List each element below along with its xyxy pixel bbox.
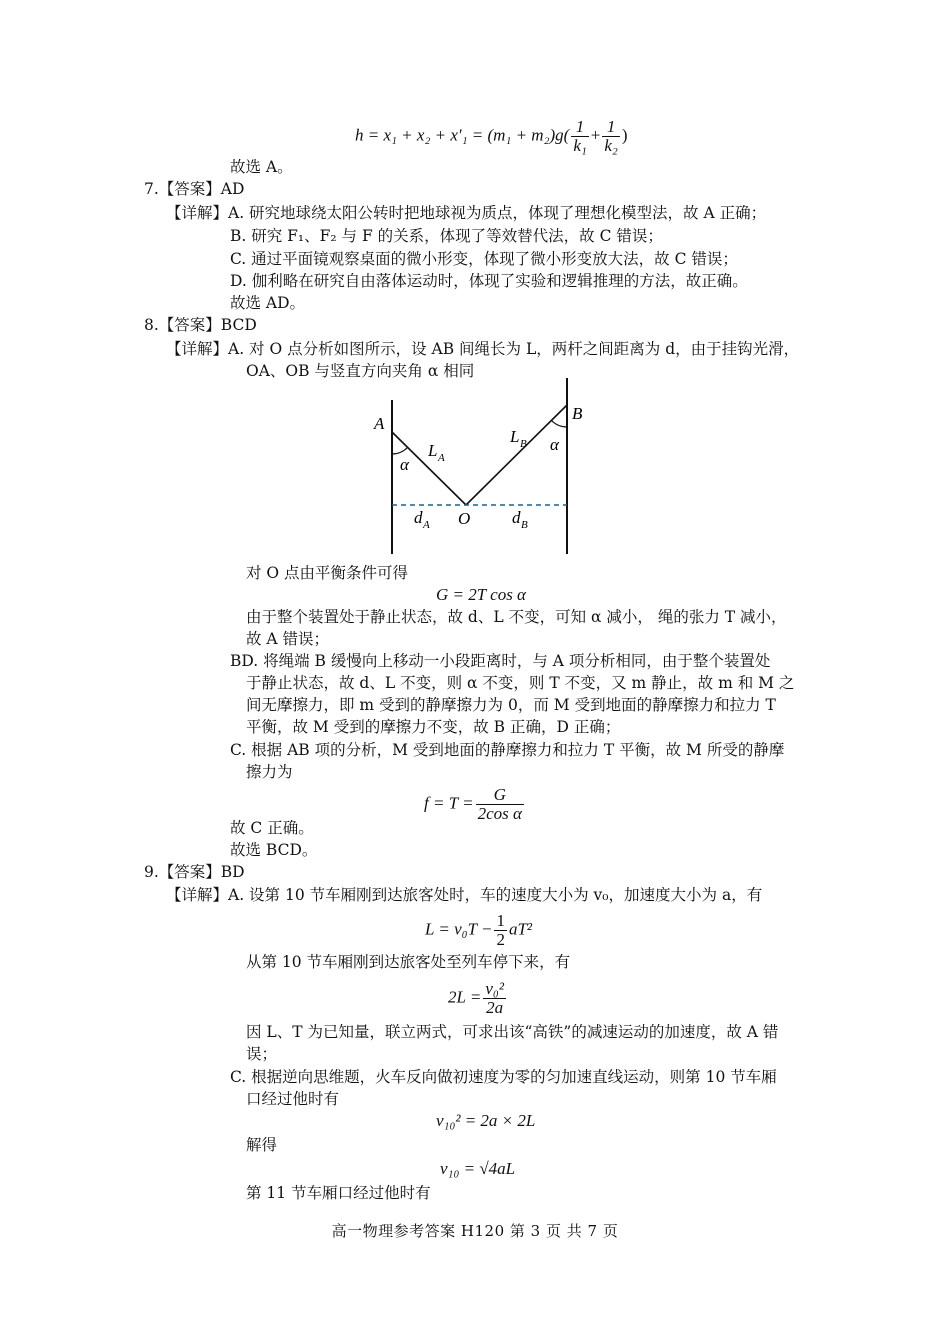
label-a: A (374, 414, 385, 433)
rope-segment-lb (466, 405, 567, 505)
q8-detail-bd4: 平衡，故 M 受到的摩擦力不变，故 B 正确，D 正确； (246, 718, 621, 736)
label-la-sub: A (438, 452, 445, 464)
q9-detail-c2: 口经过他时有 (246, 1090, 340, 1108)
q9-detail-a2: 从第 10 节车厢刚到达旅客处至列车停下来，有 (246, 953, 571, 971)
equation-2l (448, 980, 508, 1017)
label-da-sub: A (423, 519, 430, 531)
q7-answer-head: 7.【答案】AD (144, 180, 245, 198)
q9-detail-c4: 第 11 节车厢口经过他时有 (246, 1184, 431, 1202)
eq-f-num: G (476, 786, 524, 805)
q8-detail-a1: 【详解】A. 对 O 点分析如图所示，设 AB 间绳长为 L，两杆之间距离为 d，由于挂钩光滑， (166, 340, 800, 358)
eq-h-close: ) (621, 125, 628, 145)
label-la: L (428, 441, 438, 460)
q8-answer-head: 8.【答案】BCD (144, 316, 257, 334)
equation-f (424, 786, 526, 823)
eq-h-frac2 (602, 118, 619, 155)
eq-h-left: h = x₁ + x₂ + x′₁ = (m₁ + m₂)g( (355, 125, 570, 145)
equation-v10-squared: v₁₀² = 2a × 2L (436, 1111, 536, 1130)
eq-f-left: f = T = (424, 793, 474, 813)
q8-detail-c2: 擦力为 (246, 763, 293, 781)
angle-arc-right (552, 421, 568, 428)
label-lb-sub: B (520, 438, 527, 450)
q8-detail-a3: 由于整个装置处于静止状态，故 d、L 不变，可知 α 减小， 绳的张力 T 减小， (246, 608, 787, 626)
eq-l-frac (494, 912, 507, 949)
label-b: B (572, 404, 583, 423)
eq-h-frac1 (571, 118, 588, 155)
eq-h-plus: + (590, 125, 601, 145)
page-footer: 高一物理参考答案 H120 第 3 页 共 7 页 (331, 1222, 619, 1240)
q7-detail-a: 【详解】A. 研究地球绕太阳公转时把地球视为质点，体现了理想化模型法，故 A 正确； (166, 204, 767, 222)
q8-detail-bd1: BD. 将绳端 B 缓慢向上移动一小段距离时，与 A 项分析相同，由于整个装置处 (230, 652, 771, 670)
label-alpha-left: α (400, 455, 409, 474)
q8-detail-c1: C. 根据 AB 项的分析，M 受到地面的静摩擦力和拉力 T 平衡，故 M 所受的静摩 (230, 741, 785, 759)
q9-detail-a1: 【详解】A. 设第 10 节车厢刚到达旅客处时，车的速度大小为 v₀，加速度大小为 a，有 (166, 886, 763, 904)
eq-l-right: aT² (508, 919, 533, 939)
eq-h-frac2-den: k₂ (604, 136, 618, 155)
label-db: d (512, 508, 521, 527)
angle-arc-left (392, 448, 408, 455)
label-db-sub: B (521, 519, 528, 531)
q9-answer-head: 9.【答案】BD (144, 863, 245, 881)
equation-l (425, 912, 532, 949)
label-lb: L (510, 427, 520, 446)
label-da: d (414, 508, 423, 527)
q8-detail-a4: 故 A 错误； (246, 630, 330, 648)
q8-detail-a2: OA、OB 与竖直方向夹角 α 相同 (246, 362, 475, 380)
eq-2l-den: 2a (486, 998, 504, 1017)
q8-detail-c3: 故 C 正确。 (230, 819, 314, 837)
q9-detail-a4: 误； (246, 1045, 278, 1063)
eq-2l-left: 2L = (448, 987, 482, 1007)
label-alpha-right: α (550, 435, 559, 454)
equation-v10: v₁₀ = √4aL (440, 1159, 516, 1178)
q8-detail-bd3: 间无摩擦力，即 m 受到的静摩擦力为 0，而 M 受到地面的静摩擦力和拉力 T (246, 696, 776, 714)
equation-g: G = 2T cos α (436, 585, 526, 604)
q9-detail-c3: 解得 (246, 1136, 278, 1154)
eq-f-den: 2cos α (477, 804, 522, 823)
q7-detail-b: B. 研究 F₁、F₂ 与 F 的关系，体现了等效替代法，故 C 错误； (230, 227, 663, 245)
eq-f-frac (476, 786, 524, 823)
eq-l-left: L = v₀T − (425, 919, 493, 939)
q8-eq-intro: 对 O 点由平衡条件可得 (246, 564, 409, 582)
rope-diagram (360, 372, 620, 562)
q7-detail-c: C. 通过平面镜观察桌面的微小形变，体现了微小形变放大法，故 C 错误； (230, 250, 738, 268)
q7-end: 故选 AD。 (230, 294, 306, 312)
eq-l-den: 2 (496, 930, 505, 949)
eq-l-num: 1 (496, 911, 505, 930)
label-o: O (458, 509, 471, 528)
eq-h-frac1-num: 1 (571, 118, 588, 137)
line-l1: 故选 A。 (230, 158, 293, 176)
eq-2l-num: v₀² (485, 979, 504, 998)
q9-detail-c1: C. 根据逆向思维题，火车反向做初速度为零的匀加速直线运动，则第 10 节车厢 (230, 1068, 777, 1086)
q9-detail-a3: 因 L、T 为已知量，联立两式，可求出该“高铁”的减速运动的加速度，故 A 错 (246, 1023, 779, 1041)
eq-h-frac1-den: k₁ (573, 136, 587, 155)
equation-h (355, 118, 628, 155)
q8-detail-bd2: 于静止状态，故 d、L 不变，则 α 不变，则 T 不变，又 m 静止，故 m 和 M 之 (246, 674, 795, 692)
q8-end: 故选 BCD。 (230, 841, 318, 859)
q7-detail-d: D. 伽利略在研究自由落体运动时，体现了实验和逻辑推理的方法，故正确。 (230, 272, 748, 290)
eq-h-frac2-num: 1 (602, 118, 619, 137)
eq-2l-frac (483, 980, 506, 1017)
